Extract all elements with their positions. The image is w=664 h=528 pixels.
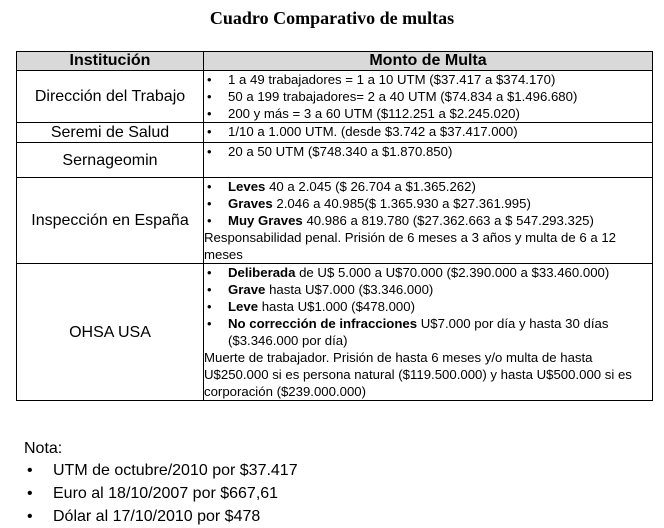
item-text: 200 y más = 3 a 60 UTM ($112.251 a $2.245.020)	[228, 106, 520, 121]
item-text: hasta U$7.000 ($3.346.000)	[265, 282, 434, 297]
note-text: Dólar al 17/10/2010 por $478	[53, 508, 261, 525]
bullet-icon: •	[27, 508, 33, 525]
list-item	[204, 123, 652, 140]
list-item	[24, 459, 298, 482]
bullet-icon: •	[207, 265, 212, 280]
list-item	[204, 264, 652, 281]
bullet-icon: •	[207, 89, 212, 104]
amount-list	[204, 71, 652, 122]
note-section	[24, 438, 298, 528]
table-row	[17, 143, 653, 178]
amount-list	[204, 178, 652, 229]
bullet-icon: •	[207, 196, 212, 211]
amount-list	[204, 143, 652, 160]
bullet-icon: •	[207, 144, 212, 159]
extra-note: Responsabilidad penal. Prisión de 6 meses a 3 años y multa de 6 a 12 meses	[204, 230, 616, 262]
table-row	[17, 123, 653, 143]
list-item	[204, 281, 652, 298]
bullet-icon: •	[27, 462, 33, 479]
item-text: U$7.000 por día y hasta 30 días ($3.346.000 por día)	[228, 316, 609, 348]
amount-cell	[204, 123, 653, 143]
note-text: UTM de octubre/2010 por $37.417	[53, 462, 298, 479]
amount-cell	[204, 71, 653, 123]
institution-cell: OHSA USA	[17, 264, 204, 401]
bullet-icon: •	[207, 316, 212, 331]
page-title: Cuadro Comparativo de multas	[209, 8, 455, 28]
item-bold: Graves	[228, 196, 273, 211]
bullet-icon: •	[207, 282, 212, 297]
amount-cell	[204, 143, 653, 178]
list-item	[204, 212, 652, 229]
bullet-icon: •	[207, 106, 212, 121]
item-bold: Grave	[228, 282, 266, 297]
item-bold: Deliberada	[228, 265, 296, 280]
institution-cell: Sernageomin	[17, 143, 204, 178]
list-item	[204, 88, 652, 105]
item-text: 40 a 2.045 ($ 26.704 a $1.365.262)	[265, 179, 476, 194]
note-text: Euro al 18/10/2007 por $667,61	[53, 485, 279, 502]
note-label: Nota:	[24, 440, 63, 457]
list-item	[24, 505, 298, 528]
extra-note: Muerte de trabajador. Prisión de hasta 6 meses y/o multa de hasta U$250.000 si es persona natural ($119.500.000) y hasta U$500.000 si es corporación ($239.000.000)	[204, 350, 632, 399]
table-row	[17, 71, 653, 123]
table-row	[17, 264, 653, 401]
list-item	[204, 71, 652, 88]
amount-cell	[204, 178, 653, 264]
list-item	[204, 315, 652, 349]
list-item	[204, 195, 652, 212]
amount-list	[204, 123, 652, 140]
list-item	[204, 178, 652, 195]
header-institution: Institución	[17, 52, 204, 71]
institution-cell: Seremi de Salud	[17, 123, 204, 143]
item-text: 50 a 199 trabajadores= 2 a 40 UTM ($74.834 a $1.496.680)	[228, 89, 578, 104]
fines-comparison-table	[16, 51, 653, 401]
item-text: de U$ 5.000 a U$70.000 ($2.390.000 a $33.460.000)	[295, 265, 610, 280]
item-text: 1/10 a 1.000 UTM. (desde $3.742 a $37.417.000)	[228, 124, 518, 139]
item-text: 20 a 50 UTM ($748.340 a $1.870.850)	[228, 144, 453, 159]
item-bold: Leve	[228, 299, 259, 314]
amount-cell	[204, 264, 653, 401]
item-bold: Muy Graves	[228, 213, 303, 228]
item-bold: Leves	[228, 179, 266, 194]
bullet-icon: •	[207, 179, 212, 194]
item-bold: No corrección de infracciones	[228, 316, 418, 331]
item-text: 2.046 a 40.985($ 1.365.930 a $27.361.995)	[272, 196, 531, 211]
amount-list	[204, 264, 652, 349]
list-item	[24, 482, 298, 505]
header-fine-amount: Monto de Multa	[204, 52, 653, 71]
table-row	[17, 178, 653, 264]
bullet-icon: •	[207, 72, 212, 87]
item-text: 40.986 a 819.780 ($27.362.663 a $ 547.293.325)	[302, 213, 594, 228]
list-item	[204, 105, 652, 122]
item-text: hasta U$1.000 ($478.000)	[258, 299, 415, 314]
item-text: 1 a 49 trabajadores = 1 a 10 UTM ($37.417 a $374.170)	[228, 72, 556, 87]
bullet-icon: •	[207, 124, 212, 139]
institution-cell: Dirección del Trabajo	[17, 71, 204, 123]
institution-cell: Inspección en España	[17, 178, 204, 264]
note-list	[24, 459, 298, 528]
bullet-icon: •	[207, 299, 212, 314]
bullet-icon: •	[207, 213, 212, 228]
bullet-icon: •	[27, 485, 33, 502]
table-header-row	[17, 52, 653, 71]
list-item	[204, 143, 652, 160]
list-item	[204, 298, 652, 315]
